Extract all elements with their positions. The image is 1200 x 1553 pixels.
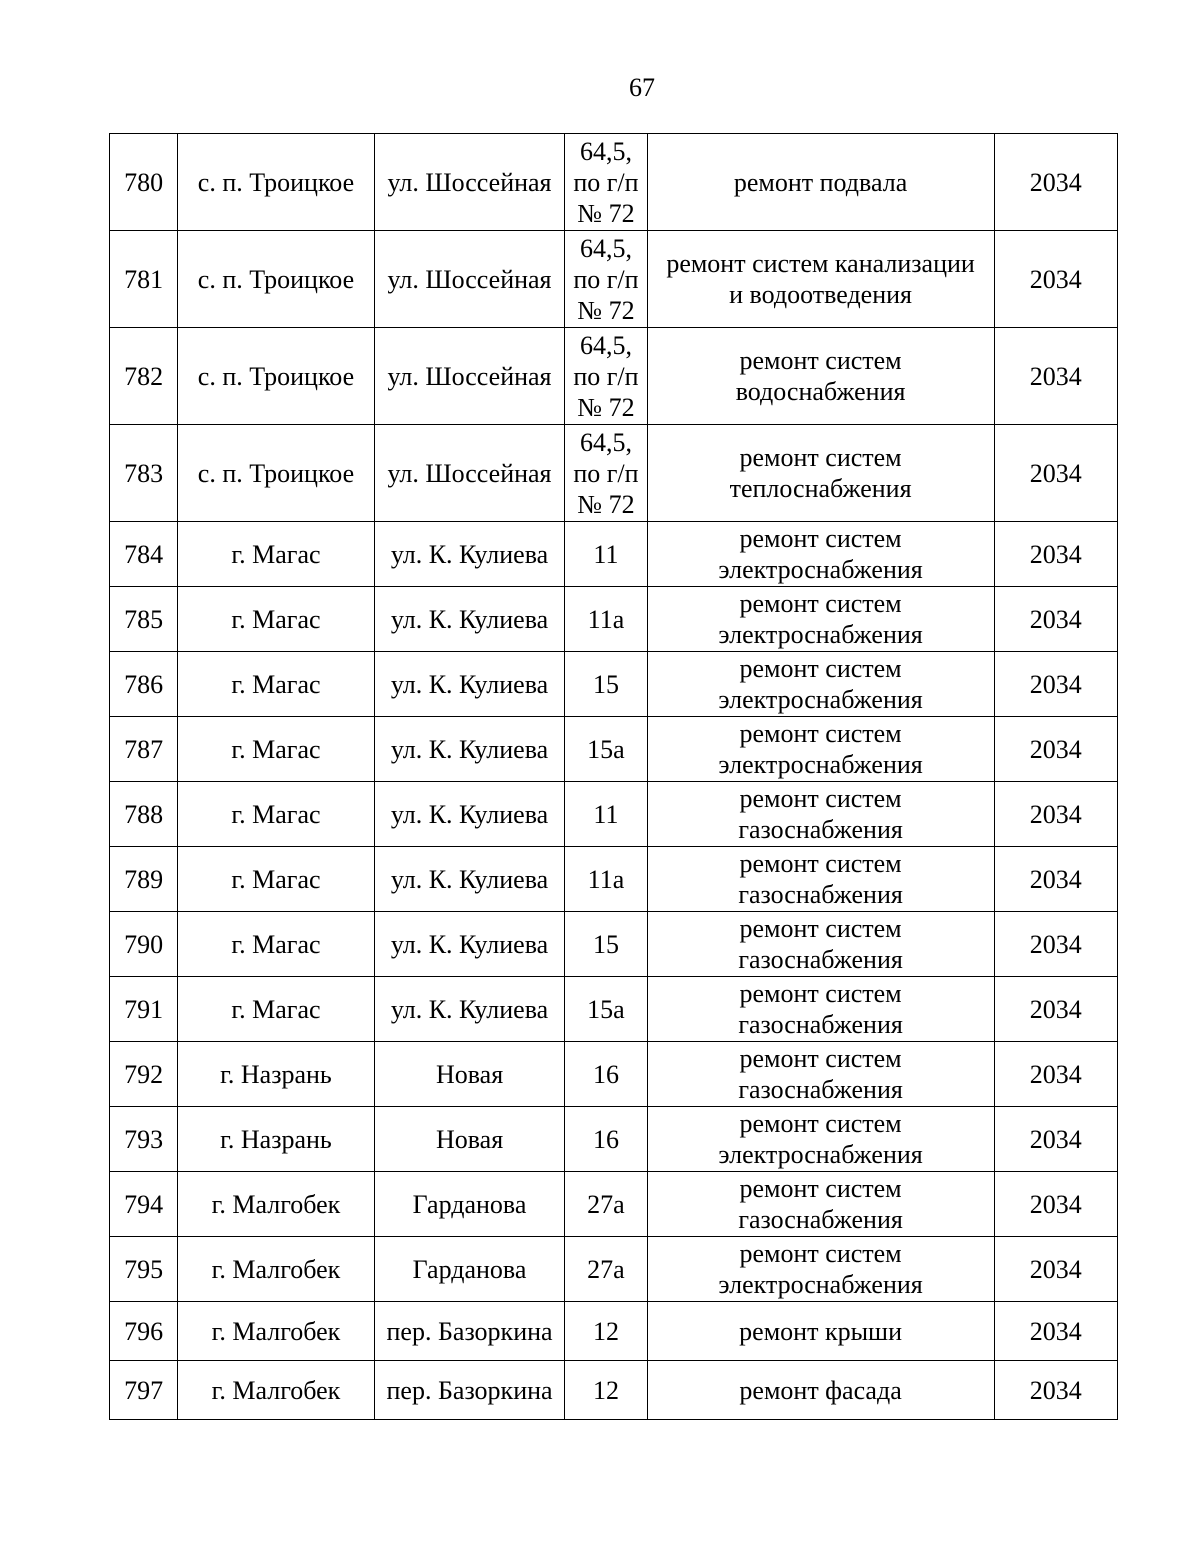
cell-work-type: ремонт подвала: [647, 134, 994, 231]
cell-locality: с. п. Троицкое: [178, 425, 375, 522]
cell-street: ул. Шоссейная: [374, 425, 565, 522]
cell-street: ул. К. Кулиева: [374, 652, 565, 717]
cell-house: 15а: [565, 717, 647, 782]
table-row: [110, 1237, 1118, 1302]
cell-work-type: ремонт систем теплоснабжения: [647, 425, 994, 522]
cell-locality: с. п. Троицкое: [178, 231, 375, 328]
cell-year: 2034: [994, 1302, 1117, 1361]
cell-year: 2034: [994, 134, 1117, 231]
cell-house: 11а: [565, 847, 647, 912]
cell-year: 2034: [994, 652, 1117, 717]
cell-street: Гарданова: [374, 1172, 565, 1237]
cell-year: 2034: [994, 522, 1117, 587]
cell-locality: г. Малгобек: [178, 1361, 375, 1420]
page-number: 67: [629, 73, 655, 102]
table-row: [110, 652, 1118, 717]
cell-work-type: ремонт систем электроснабжения: [647, 587, 994, 652]
cell-work-type: ремонт крыши: [647, 1302, 994, 1361]
cell-number: 795: [110, 1237, 178, 1302]
table-row: [110, 1361, 1118, 1420]
cell-year: 2034: [994, 782, 1117, 847]
cell-year: 2034: [994, 717, 1117, 782]
cell-street: ул. Шоссейная: [374, 328, 565, 425]
cell-work-type: ремонт систем газоснабжения: [647, 847, 994, 912]
cell-number: 780: [110, 134, 178, 231]
table-row: [110, 847, 1118, 912]
cell-year: 2034: [994, 425, 1117, 522]
cell-work-type: ремонт систем водоснабжения: [647, 328, 994, 425]
cell-number: 797: [110, 1361, 178, 1420]
cell-street: ул. К. Кулиева: [374, 847, 565, 912]
cell-number: 789: [110, 847, 178, 912]
cell-street: пер. Базоркина: [374, 1302, 565, 1361]
cell-work-type: ремонт систем канализации и водоотведения: [647, 231, 994, 328]
cell-year: 2034: [994, 1361, 1117, 1420]
cell-work-type: ремонт систем электроснабжения: [647, 1107, 994, 1172]
cell-year: 2034: [994, 1107, 1117, 1172]
cell-locality: г. Малгобек: [178, 1237, 375, 1302]
cell-number: 783: [110, 425, 178, 522]
cell-locality: с. п. Троицкое: [178, 134, 375, 231]
cell-street: ул. К. Кулиева: [374, 977, 565, 1042]
cell-locality: г. Магас: [178, 587, 375, 652]
cell-house: 64,5, по г/п № 72: [565, 134, 647, 231]
cell-house: 27а: [565, 1172, 647, 1237]
cell-year: 2034: [994, 1172, 1117, 1237]
cell-street: Новая: [374, 1042, 565, 1107]
table-row: [110, 231, 1118, 328]
cell-work-type: ремонт систем электроснабжения: [647, 652, 994, 717]
cell-locality: г. Магас: [178, 782, 375, 847]
cell-work-type: ремонт фасада: [647, 1361, 994, 1420]
table-row: [110, 1042, 1118, 1107]
cell-number: 782: [110, 328, 178, 425]
cell-work-type: ремонт систем газоснабжения: [647, 782, 994, 847]
cell-locality: г. Магас: [178, 652, 375, 717]
cell-house: 12: [565, 1361, 647, 1420]
cell-house: 11а: [565, 587, 647, 652]
cell-house: 27а: [565, 1237, 647, 1302]
cell-house: 11: [565, 522, 647, 587]
cell-work-type: ремонт систем электроснабжения: [647, 717, 994, 782]
cell-house: 11: [565, 782, 647, 847]
table-row: [110, 977, 1118, 1042]
cell-number: 785: [110, 587, 178, 652]
cell-year: 2034: [994, 1042, 1117, 1107]
cell-locality: с. п. Троицкое: [178, 328, 375, 425]
cell-year: 2034: [994, 1237, 1117, 1302]
cell-number: 790: [110, 912, 178, 977]
cell-work-type: ремонт систем газоснабжения: [647, 977, 994, 1042]
table-row: [110, 134, 1118, 231]
repair-schedule-table: [109, 133, 1118, 1420]
table-row: [110, 522, 1118, 587]
cell-year: 2034: [994, 587, 1117, 652]
cell-locality: г. Магас: [178, 977, 375, 1042]
cell-locality: г. Малгобек: [178, 1172, 375, 1237]
cell-locality: г. Малгобек: [178, 1302, 375, 1361]
cell-locality: г. Назрань: [178, 1107, 375, 1172]
cell-work-type: ремонт систем электроснабжения: [647, 522, 994, 587]
cell-number: 794: [110, 1172, 178, 1237]
cell-street: ул. Шоссейная: [374, 231, 565, 328]
cell-number: 793: [110, 1107, 178, 1172]
cell-year: 2034: [994, 912, 1117, 977]
cell-number: 792: [110, 1042, 178, 1107]
cell-work-type: ремонт систем газоснабжения: [647, 1042, 994, 1107]
cell-number: 791: [110, 977, 178, 1042]
cell-street: ул. К. Кулиева: [374, 912, 565, 977]
cell-number: 781: [110, 231, 178, 328]
cell-locality: г. Магас: [178, 912, 375, 977]
table-body: [110, 134, 1118, 1420]
cell-locality: г. Магас: [178, 717, 375, 782]
cell-house: 64,5, по г/п № 72: [565, 425, 647, 522]
table-row: [110, 1302, 1118, 1361]
cell-year: 2034: [994, 847, 1117, 912]
cell-year: 2034: [994, 328, 1117, 425]
cell-locality: г. Магас: [178, 847, 375, 912]
cell-work-type: ремонт систем газоснабжения: [647, 912, 994, 977]
cell-number: 786: [110, 652, 178, 717]
cell-house: 12: [565, 1302, 647, 1361]
table-row: [110, 782, 1118, 847]
cell-locality: г. Магас: [178, 522, 375, 587]
table-row: [110, 425, 1118, 522]
cell-house: 16: [565, 1107, 647, 1172]
cell-street: ул. К. Кулиева: [374, 522, 565, 587]
cell-street: Новая: [374, 1107, 565, 1172]
cell-street: пер. Базоркина: [374, 1361, 565, 1420]
cell-house: 15: [565, 912, 647, 977]
cell-number: 788: [110, 782, 178, 847]
cell-house: 15а: [565, 977, 647, 1042]
table-row: [110, 587, 1118, 652]
cell-street: ул. К. Кулиева: [374, 587, 565, 652]
cell-house: 64,5, по г/п № 72: [565, 231, 647, 328]
cell-street: ул. К. Кулиева: [374, 717, 565, 782]
cell-year: 2034: [994, 231, 1117, 328]
cell-locality: г. Назрань: [178, 1042, 375, 1107]
cell-work-type: ремонт систем электроснабжения: [647, 1237, 994, 1302]
cell-street: ул. Шоссейная: [374, 134, 565, 231]
cell-year: 2034: [994, 977, 1117, 1042]
cell-number: 784: [110, 522, 178, 587]
cell-work-type: ремонт систем газоснабжения: [647, 1172, 994, 1237]
cell-number: 796: [110, 1302, 178, 1361]
table-row: [110, 717, 1118, 782]
cell-number: 787: [110, 717, 178, 782]
cell-house: 15: [565, 652, 647, 717]
table-row: [110, 1107, 1118, 1172]
cell-street: Гарданова: [374, 1237, 565, 1302]
table-row: [110, 328, 1118, 425]
cell-house: 64,5, по г/п № 72: [565, 328, 647, 425]
cell-street: ул. К. Кулиева: [374, 782, 565, 847]
table-row: [110, 912, 1118, 977]
cell-house: 16: [565, 1042, 647, 1107]
table-row: [110, 1172, 1118, 1237]
